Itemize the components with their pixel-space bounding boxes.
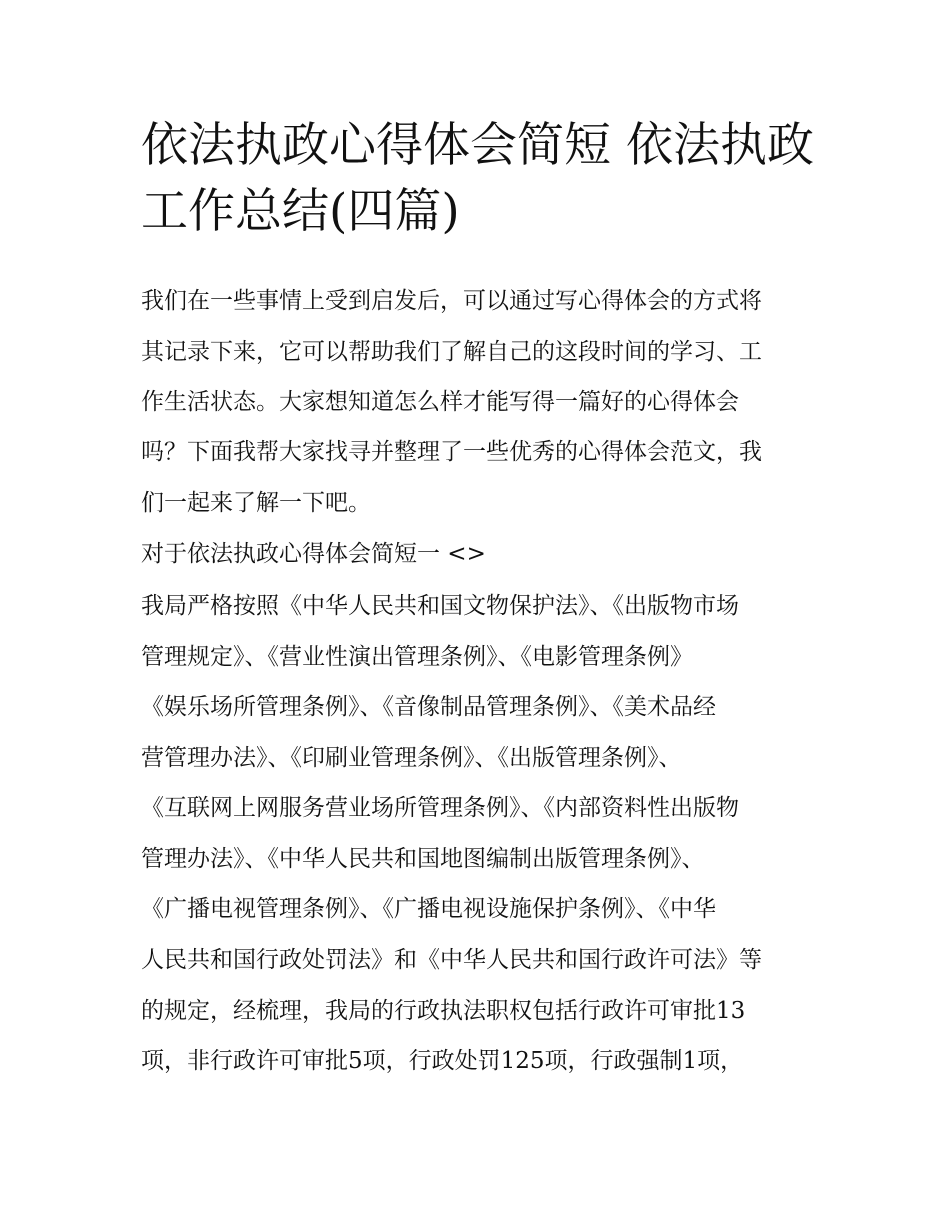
section-heading: 对于依法执政心得体会简短一 <> [141,541,486,567]
document-title: 依法执政心得体会简短 依法执政工作总结(四篇) [141,118,814,239]
intro-line: 作生活状态。大家想知道怎么样才能写得一篇好的心得体会 [141,389,739,415]
body-line: 《互联网上网服务营业场所管理条例》、《内部资料性出版物 [141,795,739,821]
body-line: 营管理办法》、《印刷业管理条例》、《出版管理条例》、 [141,745,682,771]
body-line: 管理规定》、《营业性演出管理条例》、《电影管理条例》 [141,644,693,670]
body-line: 项，非行政许可审批5项，行政处罚125项，行政强制1项， [141,1048,744,1074]
intro-line: 们一起来了解一下吧。 [141,490,371,516]
body-line: 人民共和国行政处罚法》和《中华人民共和国行政许可法》等 [141,947,762,973]
body-line: 的规定，经梳理，我局的行政执法职权包括行政许可审批13 [141,998,746,1024]
body-line: 管理办法》、《中华人民共和国地图编制出版管理条例》、 [141,846,705,872]
intro-line: 吗？下面我帮大家找寻并整理了一些优秀的心得体会范文，我 [141,439,762,465]
body-line: 我局严格按照《中华人民共和国文物保护法》、《出版物市场 [141,593,739,619]
body-line: 《娱乐场所管理条例》、《音像制品管理条例》、《美术品经 [141,694,716,720]
body-line: 《广播电视管理条例》、《广播电视设施保护条例》、《中华 [141,896,716,922]
intro-line: 我们在一些事情上受到启发后，可以通过写心得体会的方式将 [141,288,762,314]
intro-line: 其记录下来，它可以帮助我们了解自己的这段时间的学习、工 [141,339,762,365]
